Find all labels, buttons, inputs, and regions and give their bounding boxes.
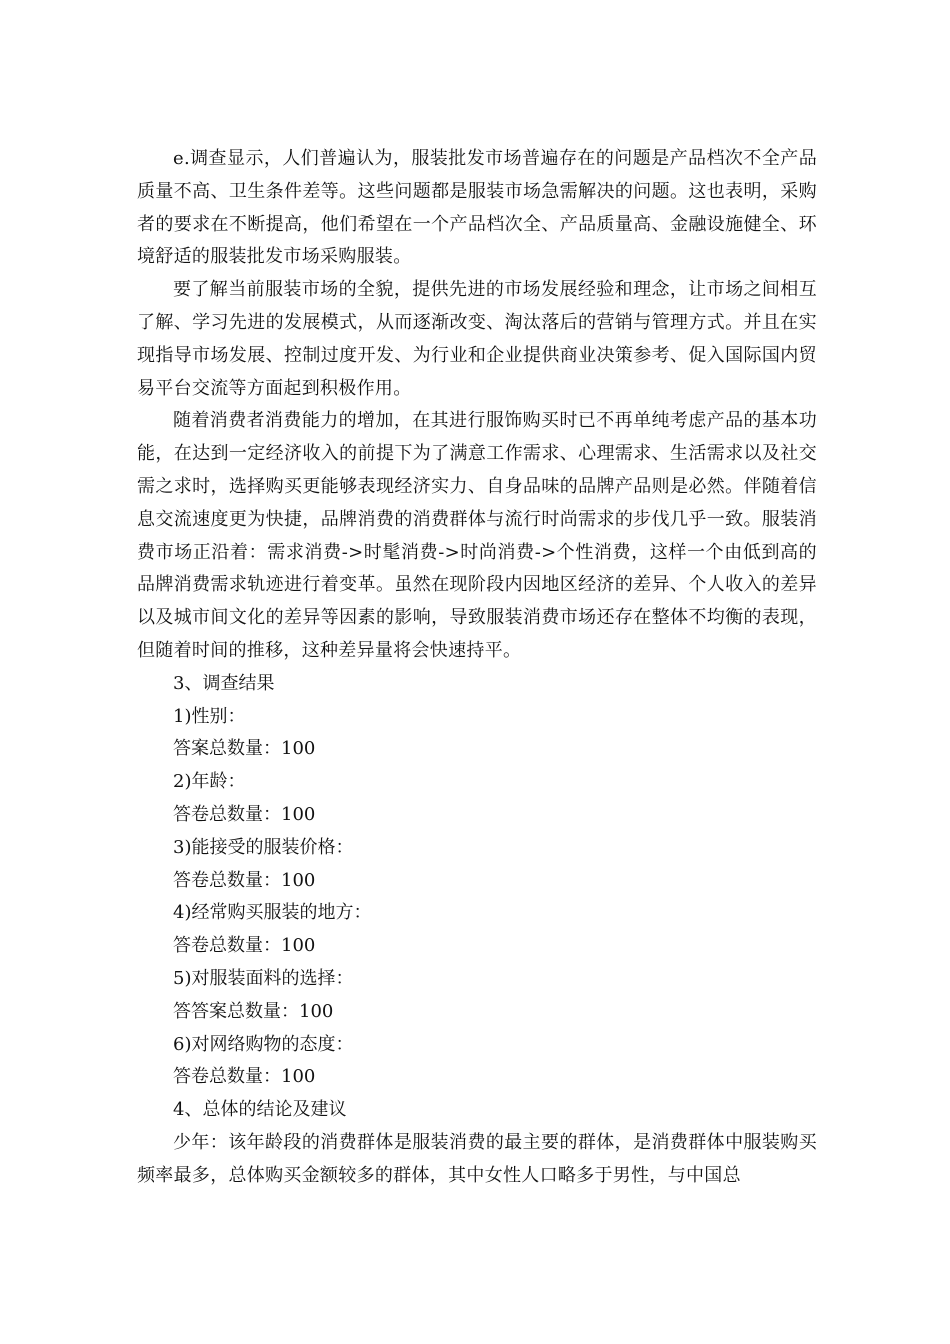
- survey-count-fabric: 答答案总数量：100: [173, 1000, 334, 1022]
- survey-count-age: 答卷总数量：100: [173, 803, 316, 825]
- survey-count-price: 答卷总数量：100: [173, 869, 316, 891]
- paragraph-teen-segment: 少年：该年龄段的消费群体是服装消费的最主要的群体，是消费群体中服装购买频率最多，总体购买金额较多的群体，其中女性人口略多于男性，与中国总: [137, 1131, 817, 1186]
- survey-question-price: 3)能接受的服装价格：: [173, 836, 354, 858]
- survey-question-gender: 1)性别：: [173, 705, 246, 727]
- section-heading-survey-results: 3、调查结果: [173, 672, 275, 694]
- paragraph-market-overview: 要了解当前服装市场的全貌，提供先进的市场发展经验和理念，让市场之间相互了解、学习先进的发展模式，从而逐渐改变、淘汰落后的营销与管理方式。并且在实现指导市场发展、控制过度开发、为行业和企业提供商业决策参考、促入国际国内贸易平台交流等方面起到积极作用。: [137, 279, 817, 399]
- paragraph-consumer-trends: 随着消费者消费能力的增加，在其进行服饰购买时已不再单纯考虑产品的基本功能，在达到一定经济收入的前提下为了满意工作需求、心理需求、生活需求以及社交需之求时，选择购买更能够表现经济实力、自身品味的品牌产品则是必然。伴随着信息交流速度更为快捷，品牌消费的消费群体与流行时尚需求的步伐几乎一致。服装消费市场正沿着：需求消费->时髦消费->时尚消费->个性消费，这样一个由低到高的品牌消费需求轨迹进行着变革。虽然在现阶段内因地区经济的差异、个人收入的差异以及城市间文化的差异等因素的影响，导致服装消费市场还存在整体不均衡的表现，但随着时间的推移，这种差异量将会快速持平。: [137, 410, 817, 661]
- survey-question-purchase-place: 4)经常购买服装的地方：: [173, 902, 372, 924]
- survey-count-gender: 答案总数量：100: [173, 738, 316, 760]
- paragraph-survey-findings: e.调查显示，人们普遍认为，服装批发市场普遍存在的问题是产品档次不全产品质量不高、卫生条件差等。这些问题都是服装市场急需解决的问题。这也表明，采购者的要求在不断提高，他们希望在一个产品档次全、产品质量高、金融设施健全、环境舒适的服装批发市场采购服装。: [137, 148, 817, 268]
- survey-question-age: 2)年龄：: [173, 771, 246, 793]
- survey-count-purchase-place: 答卷总数量：100: [173, 935, 316, 957]
- section-heading-conclusions: 4、总体的结论及建议: [173, 1099, 347, 1121]
- survey-question-online-shopping: 6)对网络购物的态度：: [173, 1033, 354, 1055]
- survey-count-online-shopping: 答卷总数量：100: [173, 1066, 316, 1088]
- document-page: [137, 143, 817, 1193]
- survey-question-fabric: 5)对服装面料的选择：: [173, 967, 354, 989]
